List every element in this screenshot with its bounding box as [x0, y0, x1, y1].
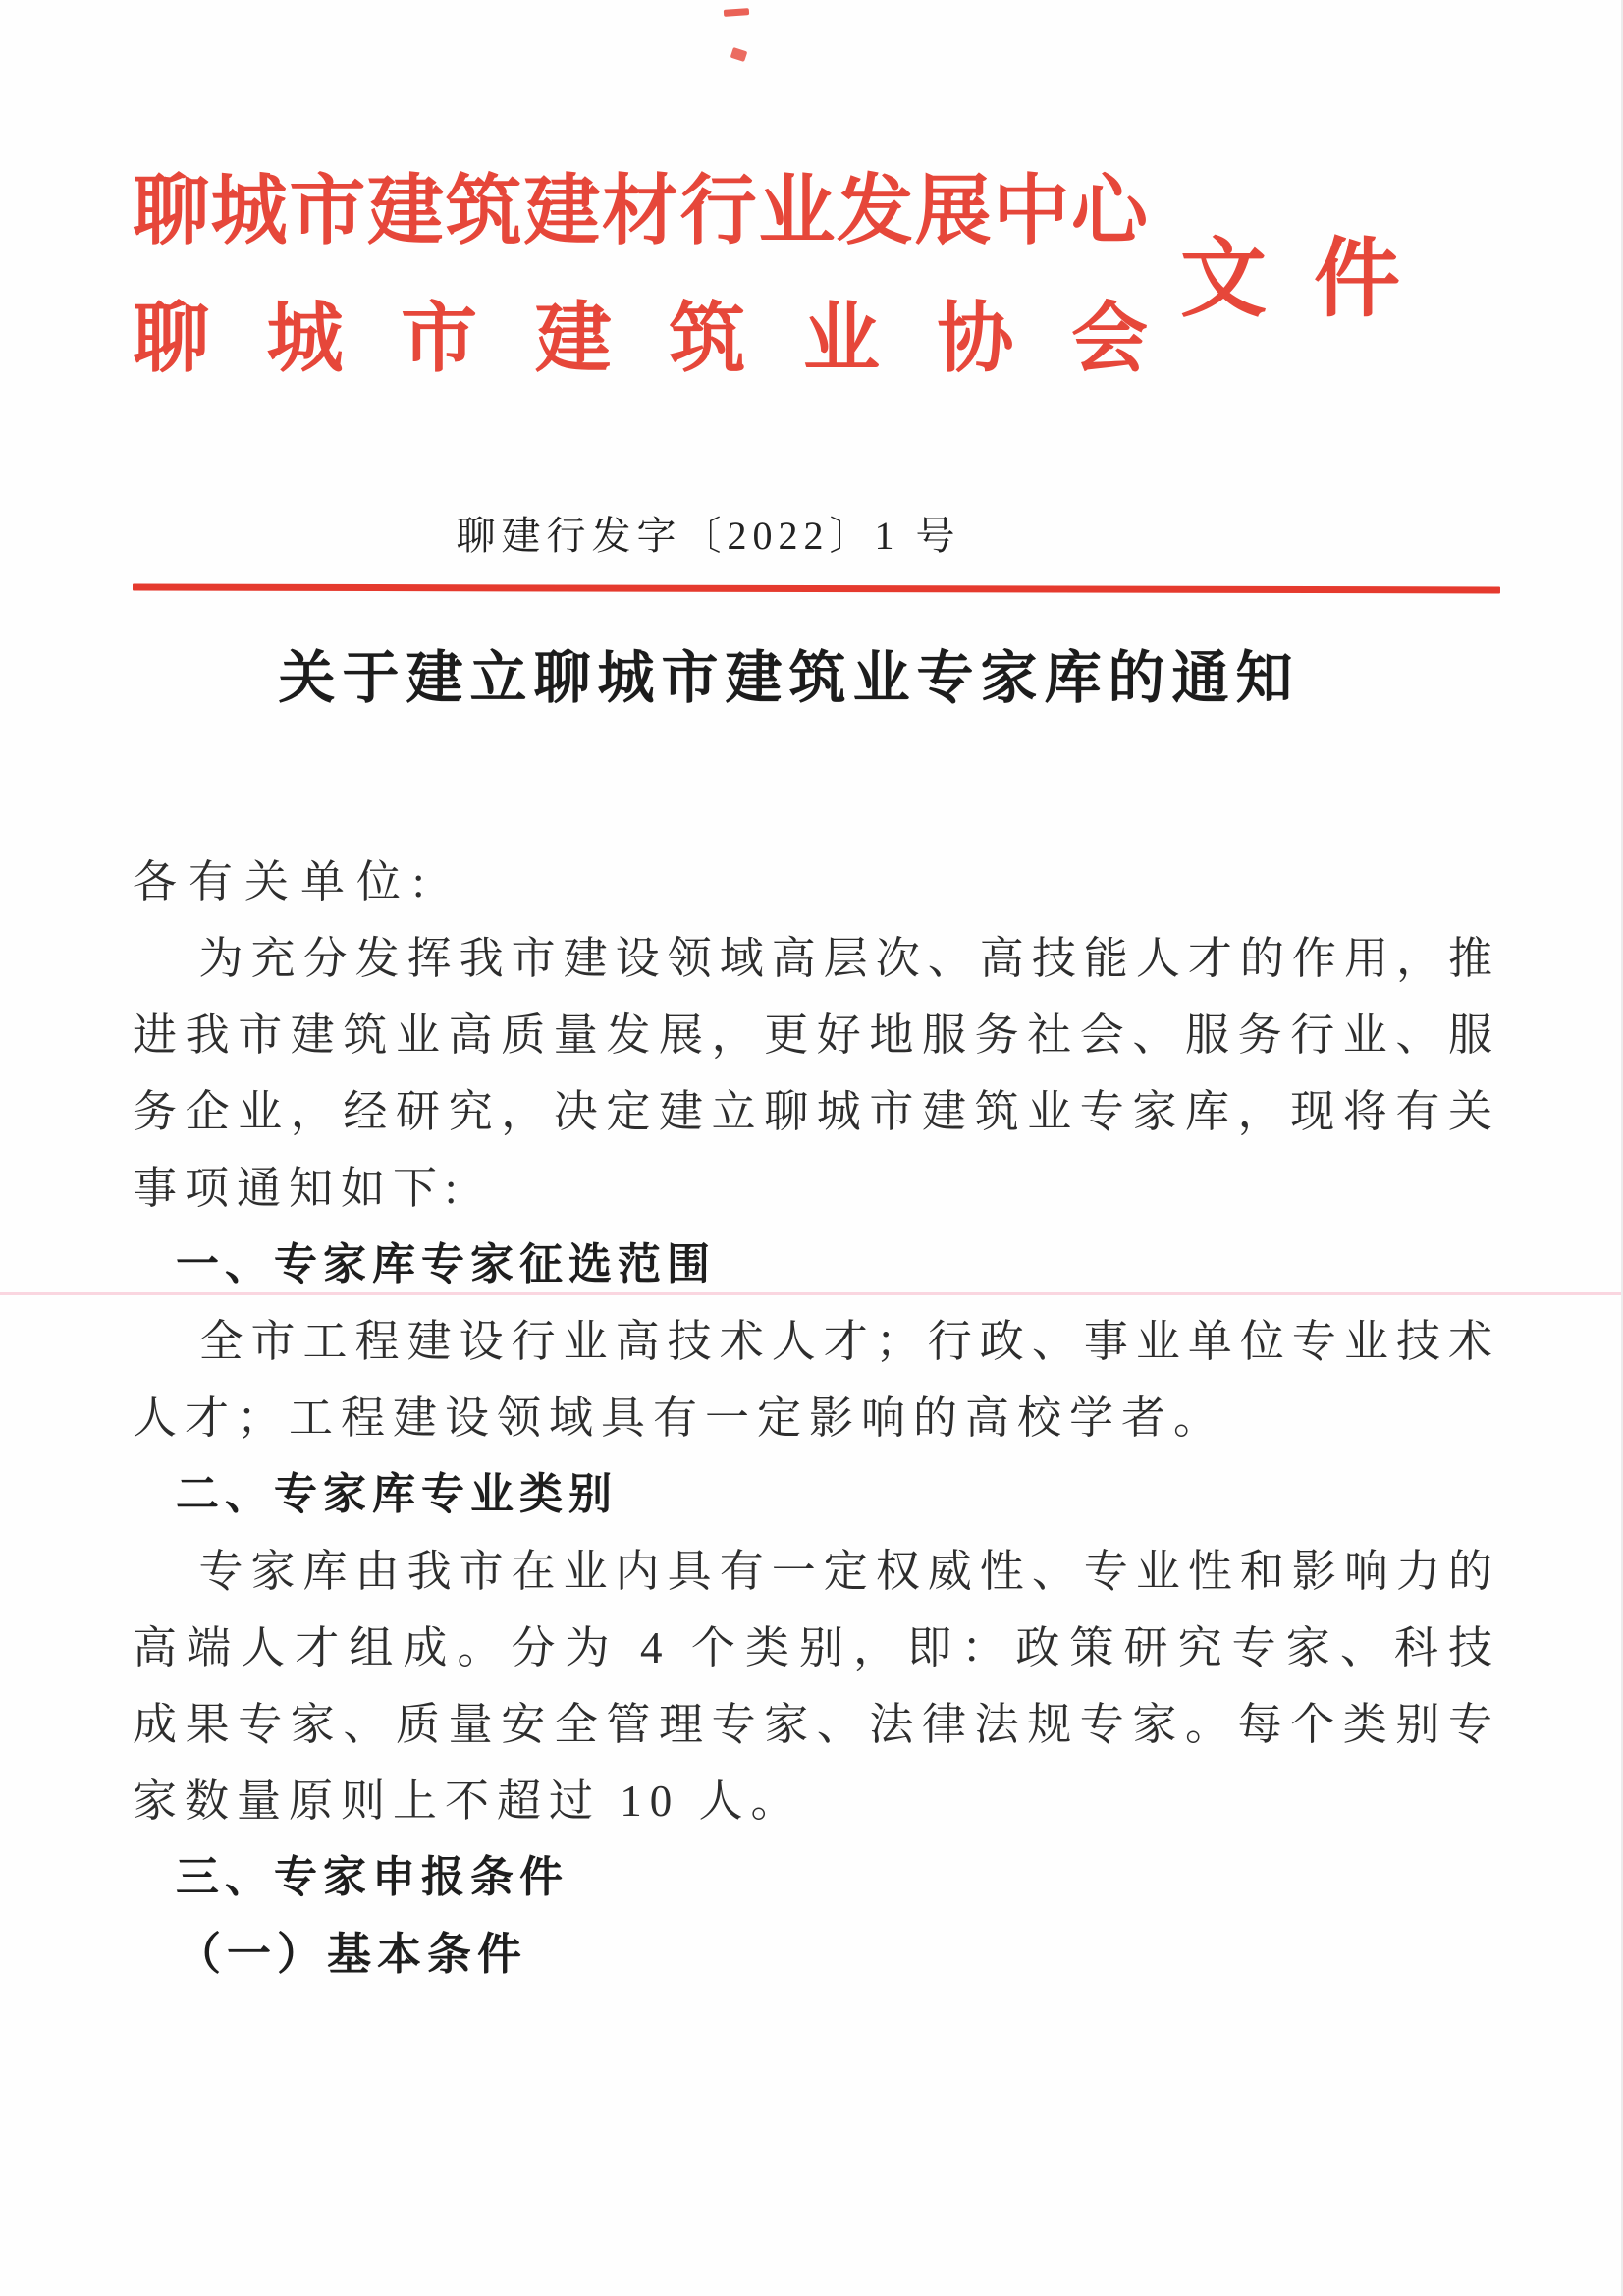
- scan-artifact-speck: [724, 8, 749, 17]
- scan-artifact-speck: [730, 47, 748, 62]
- document-number: 聊建行发字〔2022〕1 号: [456, 514, 961, 558]
- section-heading: 二、专家库专业类别: [176, 1470, 618, 1518]
- org-name-line2: 聊城市建筑业协会: [133, 296, 1149, 381]
- document-content: [0, 167, 1621, 1993]
- letterhead-org-names: [133, 167, 1149, 383]
- document-body: [133, 844, 1500, 1993]
- body-paragraph: 专家库由我市在业内具有一定权威性、专业性和影响力的高端人才组成。分为 4 个类别，即：政策研究专家、科技成果专家、质量安全管理专家、法律法规专家。每个类别专家数量原则上不超过 10 人。: [133, 1547, 1500, 1826]
- sub-section-heading: （一）基本条件: [177, 1930, 528, 1979]
- letterhead-file-label: 文件: [1180, 233, 1448, 328]
- document-title: 关于建立聊城市建筑业专家库的通知: [278, 646, 1300, 710]
- salutation-line: 各有关单位:: [133, 857, 437, 906]
- letterhead: [133, 167, 1500, 383]
- body-paragraph: 为充分发挥我市建设领域高层次、高技能人才的作用，推进我市建筑业高质量发展，更好地服务社会、服务行业、服务企业，经研究，决定建立聊城市建筑业专家库，现将有关事项通知如下:: [133, 934, 1500, 1213]
- scan-artifact-line: [0, 1292, 1621, 1295]
- red-divider-line: [133, 584, 1500, 594]
- section-heading: 一、专家库专家征选范围: [176, 1240, 716, 1288]
- section-heading: 三、专家申报条件: [176, 1853, 568, 1901]
- body-paragraph: 全市工程建设行业高技术人才；行政、事业单位专业技术人才；工程建设领域具有一定影响的高校学者。: [133, 1317, 1500, 1443]
- org-name-line1: 聊城市建筑建材行业发展中心: [133, 168, 1149, 253]
